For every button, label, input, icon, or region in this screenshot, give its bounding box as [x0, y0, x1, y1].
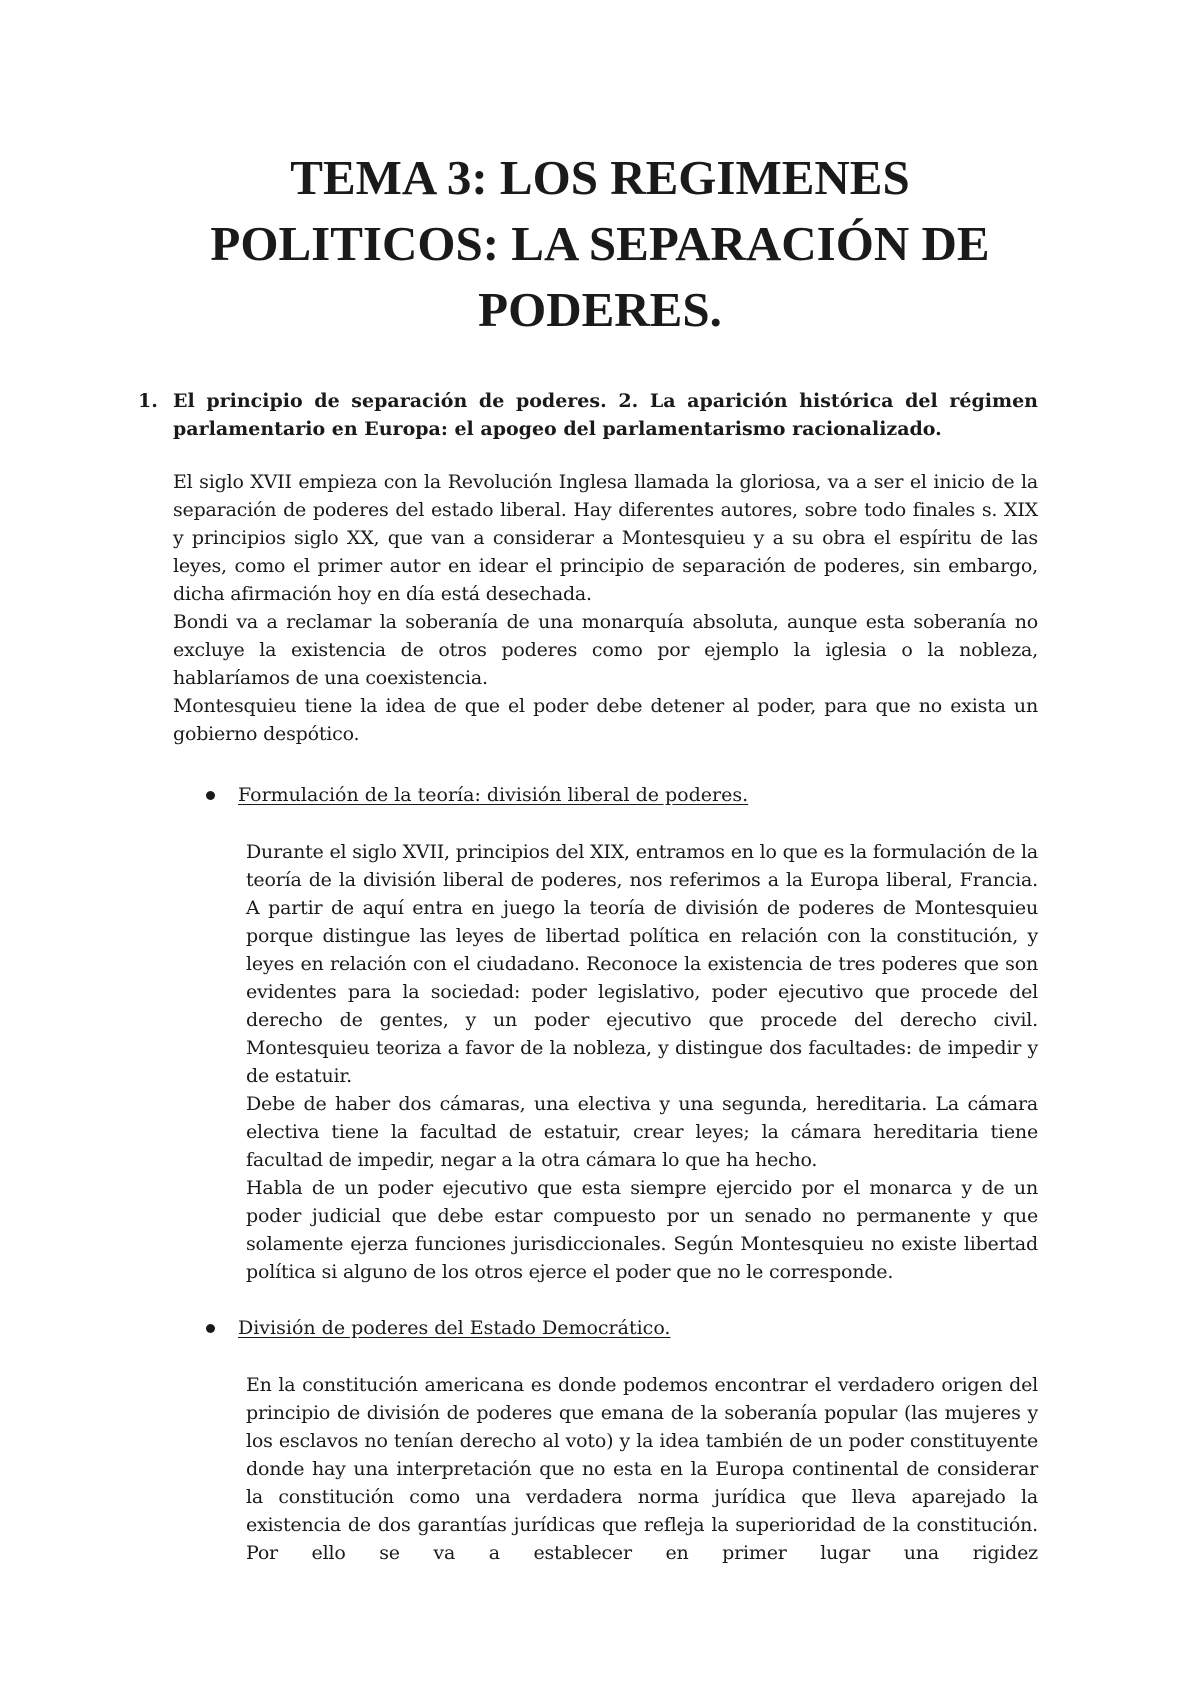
bullet-item-formulacion [206, 781, 748, 809]
section1-text [246, 838, 1038, 1286]
document-title: TEMA 3: LOS REGIMENES POLITICOS: LA SEPARACIÓN DE PODERES. [210, 150, 990, 337]
intro-paragraph: Montesquieu tiene la idea de que el poder debe detener al poder, para que no exista un gobierno despótico. [173, 695, 1038, 745]
bullet-item-division [206, 1314, 670, 1342]
heading-number: 1. [138, 390, 158, 412]
section2-text [246, 1371, 1038, 1567]
bullet-label: Formulación de la teoría: división liberal de poderes. [238, 784, 749, 806]
heading-text: El principio de separación de poderes. 2. La aparición histórica del régimen parlamentario en Europa: el apogeo del parlamentarismo racionalizado. [173, 390, 1038, 440]
intro-paragraph: El siglo XVII empieza con la Revolución Inglesa llamada la gloriosa, va a ser el inicio de la separación de poderes del estado liberal. Hay diferentes autores, sobre todo finales s. XIX y principios siglo XX, que van a considerar a Montesquieu y a su obra el espíritu de las leyes, como el primer autor en idear el principio de separación de poderes, sin embargo, dicha afirmación hoy en día está desechada. [173, 471, 1038, 605]
section1-paragraph: Habla de un poder ejecutivo que esta siempre ejercido por el monarca y de un poder judicial que debe estar compuesto por un senado no permanente y que solamente ejerza funciones jurisdiccionales. Según Montesquieu no existe libertad política si alguno de los otros ejerce el poder que no le corresponde. [246, 1177, 1038, 1283]
intro-paragraph: Bondi va a reclamar la soberanía de una monarquía absoluta, aunque esta soberanía no excluye la existencia de otros poderes como por ejemplo la iglesia o la nobleza, hablaríamos de una coexistencia. [173, 611, 1038, 689]
section1-paragraph: Debe de haber dos cámaras, una electiva y una segunda, hereditaria. La cámara electiva tiene la facultad de estatuir, crear leyes; la cámara hereditaria tiene facultad de impedir, negar a la otra cámara lo que ha hecho. [246, 1093, 1038, 1171]
section1-paragraph: Durante el siglo XVII, principios del XIX, entramos en lo que es la formulación de la teoría de la división liberal de poderes, nos referimos a la Europa liberal, Francia. A partir de aquí entra en juego la teoría de división de poderes de Montesquieu porque distingue las leyes de libertad política en relación con la constitución, y leyes en relación con el ciudadano. Reconoce la existencia de tres poderes que son evidentes para la sociedad: poder legislativo, poder ejecutivo que procede del derecho de gentes, y un poder ejecutivo que procede del derecho civil. Montesquieu teoriza a favor de la nobleza, y distingue dos facultades: de impedir y de estatuir. [246, 841, 1038, 1087]
intro-text [173, 468, 1038, 748]
section2-paragraph: En la constitución americana es donde podemos encontrar el verdadero origen del principio de división de poderes que emana de la soberanía popular (las mujeres y los esclavos no tenían derecho al voto) y la idea también de un poder constituyente donde hay una interpretación que no esta en la Europa continental de considerar la constitución como una verdadera norma jurídica que lleva aparejado la existencia de dos garantías jurídicas que refleja la superioridad de la constitución. Por ello se va a establecer en primer lugar una rigidez [246, 1374, 1038, 1564]
bullet-icon [206, 791, 215, 800]
bullet-icon [206, 1324, 215, 1333]
bullet-label: División de poderes del Estado Democrático. [238, 1317, 671, 1339]
section-heading [138, 387, 1038, 443]
